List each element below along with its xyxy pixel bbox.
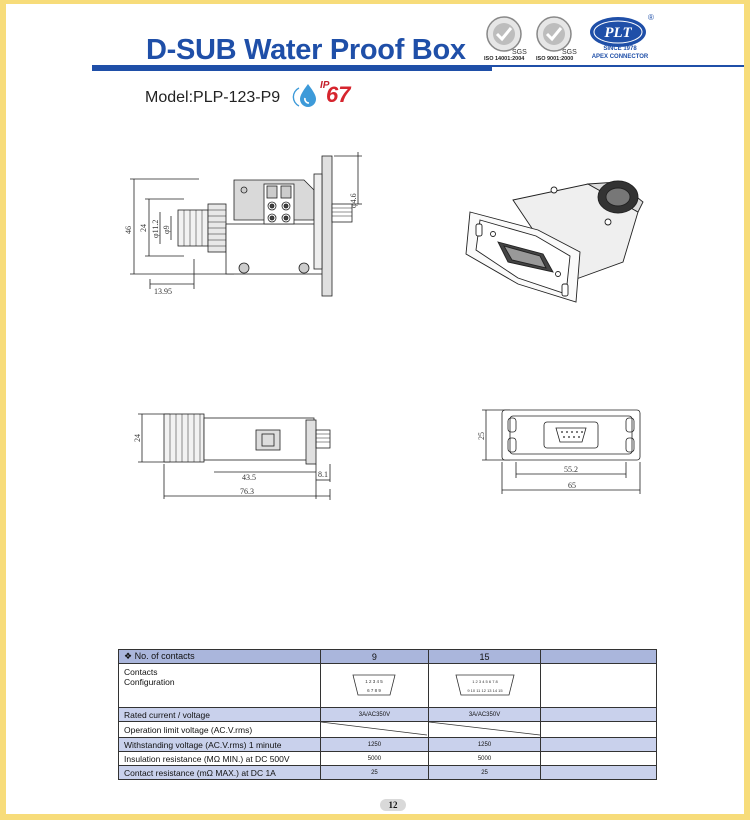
page-number: 12	[380, 799, 406, 811]
top-view-drawing	[130, 404, 340, 504]
config-15-pin	[428, 664, 541, 708]
ip-rating-badge	[296, 80, 366, 110]
ip-prefix: IP	[320, 80, 330, 91]
iso9001-logo-icon	[532, 14, 582, 56]
table-row: Rated current / voltage 3A/AC350V 3A/AC350V	[119, 708, 657, 722]
ip-number: 67	[326, 82, 351, 107]
isometric-view-drawing	[458, 172, 658, 312]
svg-text:1 2 3 4 5: 1 2 3 4 5	[365, 678, 384, 684]
dim-43-5: 43.5	[242, 473, 256, 482]
row-contacts: Contacts	[124, 667, 158, 677]
dim-65: 65	[568, 481, 576, 490]
header-bar	[92, 67, 492, 71]
config-9-pin	[321, 664, 429, 708]
dim-d9: φ9	[162, 225, 171, 234]
sgs-caption: SGS	[512, 49, 527, 56]
brand-text: PLT	[604, 25, 632, 41]
page-title: D-SUB Water Proof Box	[146, 34, 466, 66]
dim-46: 46	[124, 226, 133, 234]
db15-connector-icon	[453, 672, 517, 698]
diagonal-slash	[429, 722, 540, 735]
dim-24: 24	[139, 224, 148, 232]
water-drop-icon	[296, 82, 320, 108]
model-number: Model:PLP-123-P9	[145, 89, 281, 106]
page	[6, 4, 744, 814]
table-row: Withstanding voltage (AC.V.rms) 1 minute 1250 1250	[119, 738, 657, 752]
table-row	[119, 664, 657, 708]
svg-text:1 2 3 4 5 6 7 8: 1 2 3 4 5 6 7 8	[471, 678, 498, 684]
plt-logo-icon	[588, 12, 652, 50]
dim-8-1: 8.1	[318, 470, 328, 479]
svg-text:9 10 11 12 13 14 15: 9 10 11 12 13 14 15	[466, 687, 503, 693]
svg-text:6 7 8 9: 6 7 8 9	[367, 687, 382, 693]
row-contact-resistance: Contact resistance (mΩ MAX.) at DC 1A	[119, 766, 321, 780]
iso14001-logo-icon	[482, 14, 532, 56]
header-9: 9	[321, 650, 429, 664]
header-15: 15	[428, 650, 541, 664]
row-insulation: Insulation resistance (MΩ MIN.) at DC 500V	[119, 752, 321, 766]
row-rated: Rated current / voltage	[119, 708, 321, 722]
table-row: Contact resistance (mΩ MAX.) at DC 1A 25 25	[119, 766, 657, 780]
side-section-drawing	[114, 144, 374, 304]
iso9001-label: ISO 9001:2000	[536, 56, 574, 62]
db9-connector-icon	[350, 672, 398, 698]
header-contacts: No. of contacts	[134, 651, 195, 661]
front-view-drawing	[472, 402, 652, 497]
table-header-row	[119, 650, 657, 664]
dim-front-25: 25	[477, 432, 486, 440]
row-configuration: Configuration	[124, 677, 175, 687]
dim-d4-6: φ4.6	[349, 193, 358, 208]
dim-d11-2: φ11.2	[151, 219, 160, 238]
dim-13-95: 13.95	[154, 287, 172, 296]
row-operation: Operation limit voltage (AC.V.rms)	[119, 722, 321, 738]
table-row: Insulation resistance (MΩ MIN.) at DC 500V 5000 5000	[119, 752, 657, 766]
diagonal-slash	[321, 722, 427, 735]
row-withstanding: Withstanding voltage (AC.V.rms) 1 minute	[119, 738, 321, 752]
dim-76-3: 76.3	[240, 487, 254, 496]
since-label: SINCE 1978	[603, 46, 637, 52]
sgs-caption: SGS	[562, 49, 577, 56]
table-row	[119, 722, 657, 738]
dim-55-2: 55.2	[564, 465, 578, 474]
spec-table	[118, 649, 657, 780]
registered-mark: ®	[648, 13, 654, 22]
tagline-label: APEX CONNECTOR	[591, 54, 649, 60]
dim-top-24: 24	[133, 434, 142, 442]
iso14001-label: ISO 14001:2004	[484, 56, 525, 62]
diamond-icon: ❖	[124, 651, 133, 661]
